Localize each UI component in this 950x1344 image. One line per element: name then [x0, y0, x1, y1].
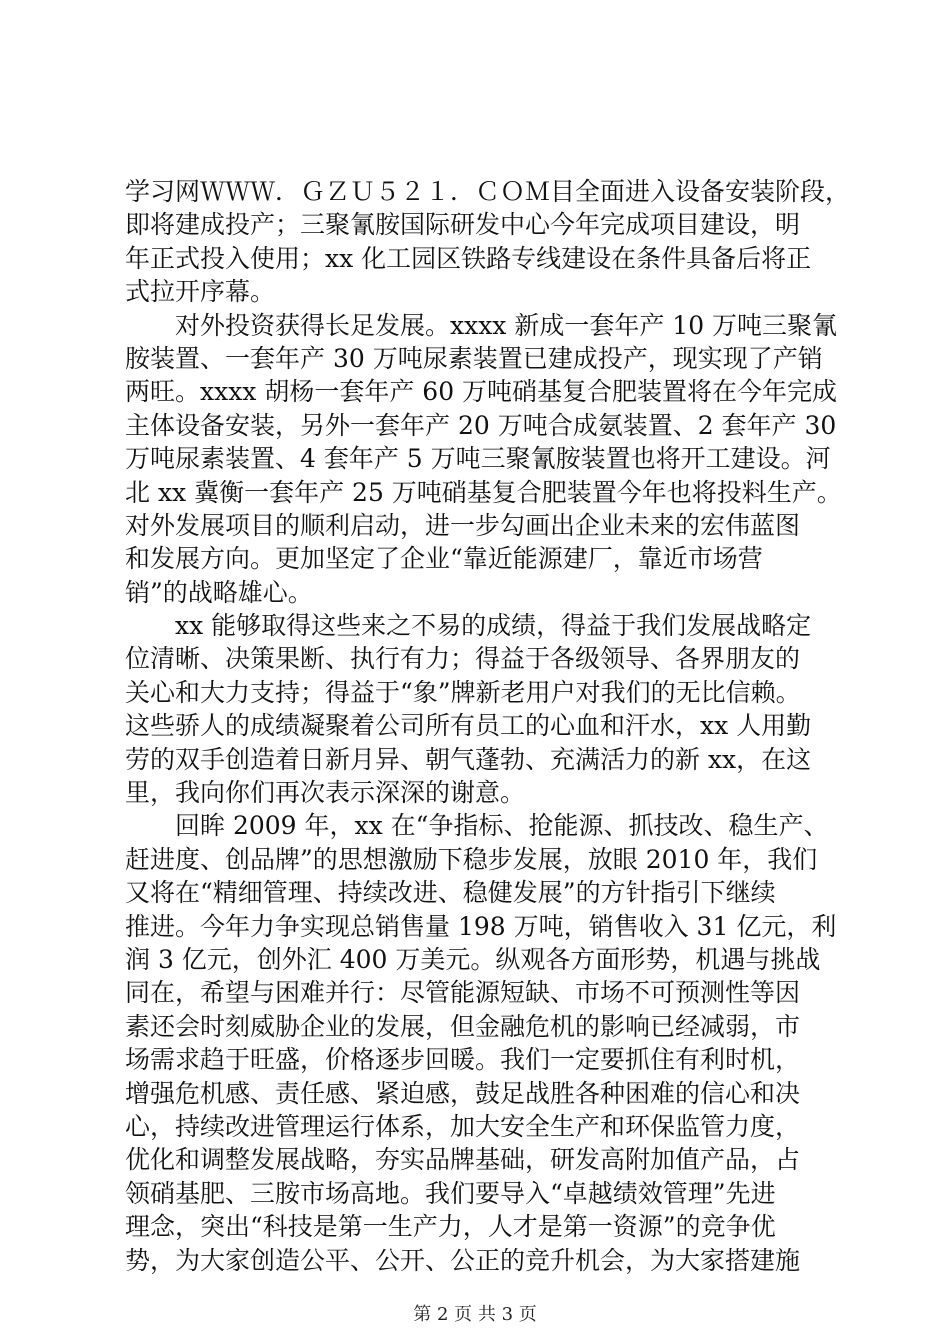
- text-line: 里，我向你们再次表示深深的谢意。: [125, 778, 526, 808]
- text-line: 胺装置、一套年产 30 万吨尿素装置已建成投产，现实现了产销: [125, 343, 823, 373]
- text-line: 这些骄人的成绩凝聚着公司所有员工的心血和汗水，xx 人用勤: [125, 711, 812, 741]
- text-line: 推进。今年力争实现总销售量 198 万吨，销售收入 31 亿元，利: [125, 911, 837, 941]
- text-line: 学习网ＷＷＷ．ＧＺＵ５２１．ＣＯＭ目全面进入设备安装阶段，: [125, 177, 851, 206]
- text-line: 位清晰、决策果断、执行有力；得益于各级领导、各界朋友的: [125, 644, 801, 674]
- text-line: 对外投资获得长足发展。xxxx 新成一套年产 10 万吨三聚氰: [125, 310, 838, 340]
- text-line: 同在，希望与困难并行：尽管能源短缺、市场不可预测性等因: [125, 978, 801, 1008]
- text-line: 即将建成投产；三聚氰胺国际研发中心今年完成项目建设，明: [125, 210, 801, 240]
- page-footer: 第 2 页 共 3 页: [413, 1304, 537, 1325]
- text-line: 北 xx 冀衡一套年产 25 万吨硝基复合肥装置今年也将投料生产。: [125, 477, 842, 507]
- text-line: 对外发展项目的顺利启动，进一步勾画出企业未来的宏伟蓝图: [125, 510, 801, 540]
- text-line: 销”的战略雄心。: [125, 577, 313, 607]
- text-line: 万吨尿素装置、4 套年产 5 万吨三聚氰胺装置也将开工建设。河: [125, 444, 831, 474]
- text-line: 年正式投入使用；xx 化工园区铁路专线建设在条件具备后将正: [125, 243, 812, 273]
- text-line: 势，为大家创造公平、公开、公正的竞升机会，为大家搭建施: [125, 1245, 801, 1275]
- body-text: [125, 175, 851, 1277]
- text-line: 式拉开序幕。: [125, 277, 276, 307]
- text-line: xx 能够取得这些来之不易的成绩，得益于我们发展战略定: [125, 611, 812, 641]
- text-line: 理念，突出“科技是第一生产力，人才是第一资源”的竞争优: [125, 1212, 776, 1242]
- text-line: 心，持续改进管理运行体系，加大安全生产和环保监管力度，: [125, 1111, 801, 1141]
- text-line: 素还会时刻威胁企业的发展，但金融危机的影响已经减弱，市: [125, 1011, 801, 1041]
- text-line: 回眸 2009 年，xx 在“争指标、抢能源、抓技改、稳生产、: [125, 811, 829, 841]
- text-line: 关心和大力支持；得益于“象”牌新老用户对我们的无比信赖。: [125, 677, 801, 707]
- text-line: 领硝基肥、三胺市场高地。我们要导入“卓越绩效管理”先进: [125, 1178, 776, 1208]
- text-line: 赶进度、创品牌”的思想激励下稳步发展，放眼 2010 年，我们: [125, 844, 818, 874]
- text-line: 劳的双手创造着日新月异、朝气蓬勃、充满活力的新 xx，在这: [125, 744, 812, 774]
- text-line: 又将在“精细管理、持续改进、稳健发展”的方针指引下继续: [125, 878, 776, 908]
- text-line: 两旺。xxxx 胡杨一套年产 60 万吨硝基复合肥装置将在今年完成: [125, 377, 838, 407]
- text-line: 主体设备安装，另外一套年产 20 万吨合成氨装置、2 套年产 30: [125, 410, 837, 440]
- text-line: 优化和调整发展战略，夯实品牌基础，研发高附加值产品，占: [125, 1145, 801, 1175]
- text-line: 场需求趋于旺盛，价格逐步回暖。我们一定要抓住有利时机，: [125, 1045, 801, 1075]
- text-line: 和发展方向。更加坚定了企业“靠近能源建厂，靠近市场营: [125, 544, 763, 574]
- text-line: 增强危机感、责任感、紧迫感，鼓足战胜各种困难的信心和决: [125, 1078, 801, 1108]
- text-line: 润 3 亿元，创外汇 400 万美元。纵观各方面形势，机遇与挑战: [125, 944, 821, 974]
